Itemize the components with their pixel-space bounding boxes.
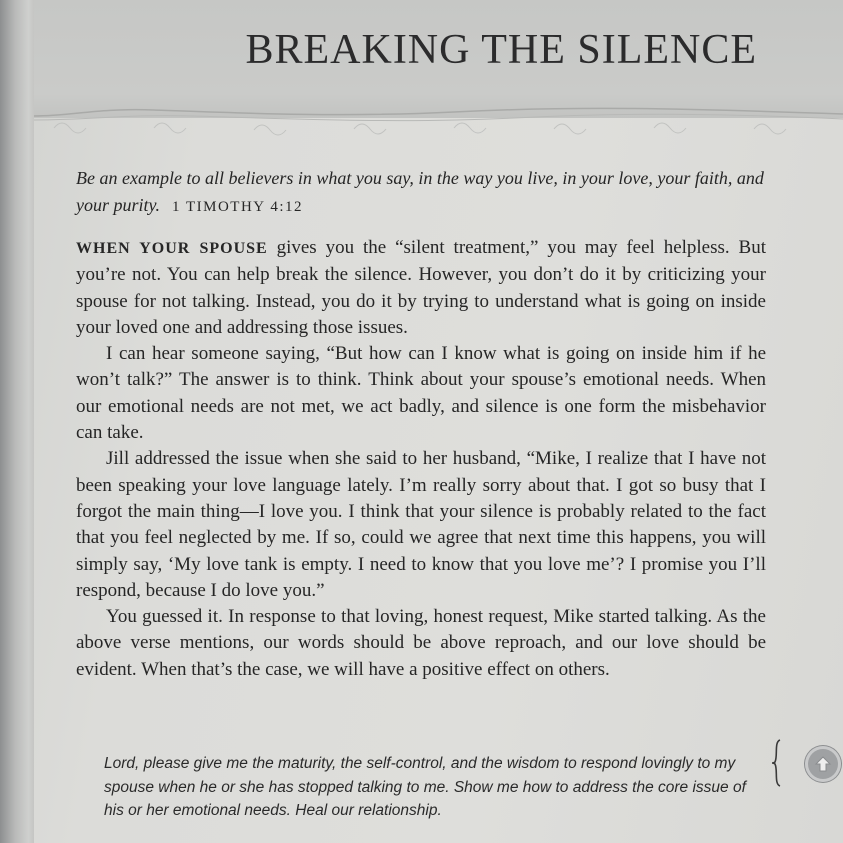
epigraph-reference: 1 TIMOTHY 4:12 — [172, 199, 303, 215]
lead-in: WHEN YOUR SPOUSE — [76, 240, 268, 257]
body-paragraph-4: You guessed it. In response to that loving, honest request, Mike started talking. As the above verse mentions, our words should be above reproach, and our love should be evident. When that’s the case, we will have a positive effect on others. — [76, 606, 766, 680]
prayer-text: Lord, please give me the maturity, the self-control, and the wisdom to respond lovingly to my spouse when he or she has stopped talking to me. Show me how to address the core issue of his or her emotional needs. Heal our relationship. — [104, 755, 746, 819]
curly-brace-icon — [770, 738, 784, 788]
page-content — [76, 165, 766, 683]
paragraph-text: gives you the “silent treatment,” you may feel helpless. But you’re not. You can help break the silence. However, you don’t do it by criticizing your spouse for not talking. Instead, you do it by trying to understand what is going on inside your loved one and addressing those issues. — [76, 237, 766, 338]
body-paragraph-3: Jill addressed the issue when she said to her husband, “Mike, I realize that I have not been speaking your love language lately. I’m really sorry about that. I got so busy that I forgot the main thing—I love you. I think that your silence is probably related to the fact that you feel neglected by me. If so, could we agree that next time this happens, you will simply say, ‘My love tank is empty. I need to know that you love me’? I promise you I’ll respond, because I do love you.” — [76, 448, 766, 601]
arrow-up-icon — [813, 754, 833, 774]
body-paragraph-1 — [76, 235, 766, 341]
epigraph-text: Be an example to all believers in what you say, in the way you live, in your love, your faith, and your purity. — [76, 168, 764, 215]
epigraph — [76, 165, 766, 221]
header-band — [34, 0, 843, 118]
ornamental-border — [34, 104, 843, 144]
scroll-up-button[interactable] — [805, 746, 841, 782]
page-title: BREAKING THE SILENCE — [245, 27, 757, 73]
body-paragraph-2: I can hear someone saying, “But how can I know what is going on inside him if he won’t talk?” The answer is to think. Think about your spouse’s emotional needs. When our emotional needs are not met, we act badly, and silence is one form the misbehavior can take. — [76, 343, 766, 444]
page-binding — [0, 0, 38, 843]
book-page — [34, 0, 843, 843]
